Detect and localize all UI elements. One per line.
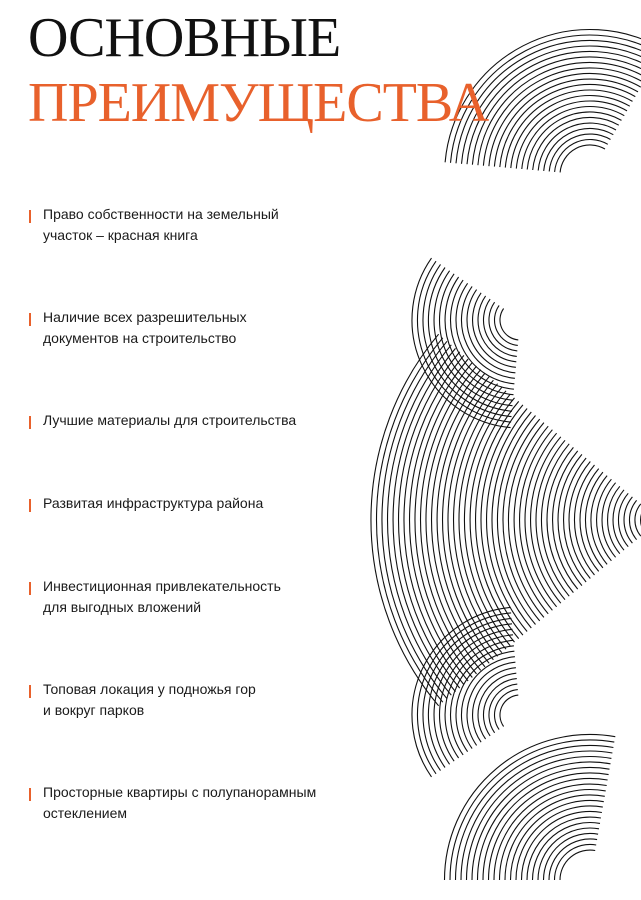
- benefit-text: [43, 410, 296, 431]
- ornament-arc: [618, 493, 628, 546]
- ornament-arc: [467, 290, 515, 373]
- ornament-arc: [451, 280, 514, 389]
- ornament-arc: [428, 624, 512, 768]
- ornament-arc: [574, 465, 594, 575]
- ornament-arc: [585, 472, 602, 568]
- ornament-arc: [483, 679, 516, 736]
- ornament-arc: [489, 302, 517, 351]
- ornament-arc: [555, 139, 608, 171]
- ornament-arc: [432, 373, 485, 667]
- ornament-arc: [602, 483, 616, 558]
- benefit-text: [43, 493, 263, 514]
- ornament-arc: [461, 657, 514, 749]
- ornament-arc: [558, 454, 582, 585]
- ornament-arc: [476, 401, 519, 638]
- ornament-arc: [553, 451, 578, 589]
- ornament-arc: [533, 117, 619, 170]
- ornament-arc: [448, 384, 498, 657]
- ornament-arc: [434, 629, 512, 764]
- ornament-arc: [494, 79, 638, 167]
- benefit-line: Инвестиционная привлекательность: [43, 578, 281, 594]
- ornament-arc: [608, 486, 620, 553]
- benefit-item: [29, 207, 369, 246]
- ornament-arc: [445, 734, 616, 880]
- ornament-arc: [516, 806, 603, 880]
- ornament-arc: [494, 784, 607, 880]
- ornament-arc: [629, 500, 636, 539]
- benefit-line: Просторные квартиры с полупанорамным: [43, 784, 317, 800]
- ornament-arc: [417, 261, 511, 422]
- ornament-arc: [472, 57, 641, 165]
- ornament-arc: [560, 145, 605, 172]
- ornament-arc: [591, 476, 607, 565]
- ornament-arc: [511, 96, 630, 169]
- ornament-arc: [412, 258, 511, 428]
- ornament-arc: [423, 264, 511, 416]
- ornament-arc: [541, 444, 569, 596]
- ornament-arc: [483, 773, 609, 880]
- ornament-arc: [531, 437, 561, 603]
- ornament-arc: [388, 345, 452, 695]
- ornament-arc: [489, 684, 517, 733]
- ornament-arc: [461, 286, 514, 378]
- ornament-arc: [500, 695, 518, 726]
- ornament-arc: [492, 412, 531, 628]
- benefit-line: остеклением: [43, 805, 128, 821]
- benefit-item: [29, 310, 369, 349]
- accent-bar-icon: [29, 788, 31, 801]
- ornament-arc: [410, 359, 469, 681]
- ornament-arc: [527, 112, 621, 170]
- benefit-line: участок – красная книга: [43, 227, 198, 243]
- ornament-arc: [500, 84, 636, 167]
- ornament-arc: [525, 433, 557, 607]
- ornament-arc: [478, 673, 516, 739]
- accent-bar-icon: [29, 499, 31, 512]
- ornament-arc: [495, 690, 518, 730]
- ornament-arc: [412, 607, 511, 777]
- ornament-arc: [516, 101, 627, 169]
- ornament-arc: [478, 62, 641, 165]
- benefit-item: [29, 579, 369, 618]
- ornament-arc: [624, 497, 632, 543]
- ornament-arc: [473, 668, 516, 743]
- ornament-arc: [478, 767, 610, 880]
- ornament-arc: [455, 745, 613, 880]
- benefit-item: [29, 785, 369, 824]
- ornament-arc: [437, 377, 489, 664]
- benefit-text: [43, 576, 281, 618]
- ornament-arc: [549, 839, 597, 880]
- ornament-arc: [533, 823, 601, 880]
- benefit-line: Развитая инфраструктура района: [43, 495, 264, 511]
- ornament-arc: [489, 73, 641, 166]
- benefit-item: [29, 682, 369, 721]
- accent-bar-icon: [29, 313, 31, 326]
- ornament-arc: [538, 123, 616, 170]
- ornament-arc: [443, 380, 494, 660]
- accent-bar-icon: [29, 210, 31, 223]
- benefit-line: и вокруг парков: [43, 702, 145, 718]
- ornament-arc: [597, 479, 612, 561]
- ornament-arc: [547, 447, 573, 592]
- ornament-arc: [426, 370, 481, 671]
- ornament-arc: [467, 51, 641, 164]
- ornament-arc: [564, 458, 587, 582]
- benefit-text: [43, 679, 256, 721]
- ornament-arc: [483, 68, 641, 166]
- ornament-arc: [522, 107, 625, 169]
- accent-bar-icon: [29, 582, 31, 595]
- ornament-arc: [404, 355, 464, 684]
- ornament-arc: [467, 662, 515, 745]
- ornament-arc: [569, 462, 590, 579]
- ornament-arc: [514, 426, 548, 614]
- ornament-arc: [505, 90, 632, 168]
- ornament-arc: [393, 348, 455, 691]
- ornament-arc: [478, 296, 516, 362]
- ornament-arc: [554, 844, 596, 880]
- ornament-arc: [450, 740, 614, 880]
- ornament-arc: [505, 795, 605, 880]
- ornament-arc: [445, 640, 513, 758]
- ornament-arc: [428, 268, 512, 412]
- ornament-arc: [503, 419, 540, 621]
- ornament-arc: [421, 366, 477, 674]
- page-title-line-2: ПРЕИМУЩЕСТВА: [28, 72, 489, 134]
- ornament-arc: [495, 305, 518, 345]
- ornament-arc: [440, 635, 513, 761]
- accent-bar-icon: [29, 416, 31, 429]
- ornament-arc: [467, 757, 612, 880]
- ornament-arc: [483, 299, 516, 356]
- ornament-arc: [461, 751, 612, 880]
- accent-bar-icon: [29, 685, 31, 698]
- ornament-arc: [382, 341, 447, 698]
- ornament-arc: [434, 271, 512, 406]
- ornament-arc: [500, 309, 518, 340]
- benefit-item: [29, 413, 369, 431]
- ornament-arc: [635, 504, 641, 536]
- ornament-arc: [527, 817, 601, 880]
- ornament-arc: [580, 469, 599, 572]
- benefit-line: Право собственности на земельный: [43, 206, 279, 222]
- ornament-arc: [544, 833, 599, 880]
- ornament-arc: [500, 790, 606, 880]
- ornament-arc: [481, 405, 523, 635]
- ornament-arc: [423, 618, 511, 770]
- ornament-arc: [549, 134, 610, 171]
- ornament-arc: [464, 394, 510, 645]
- ornament-arc: [415, 363, 472, 678]
- ornament-arc: [508, 423, 543, 618]
- ornament-arc: [462, 46, 641, 164]
- ornament-arc: [417, 613, 511, 774]
- benefit-line: Наличие всех разрешительных: [43, 309, 247, 325]
- ornament-arc: [544, 128, 614, 170]
- ornament-arc: [536, 440, 565, 599]
- benefit-item: [29, 496, 369, 514]
- ornament-arc: [454, 387, 502, 652]
- ornament-arc: [511, 800, 604, 880]
- benefit-line: документов на строительство: [43, 330, 237, 346]
- ornament-arc: [440, 274, 513, 400]
- benefit-text: [43, 307, 247, 349]
- ornament-arc: [456, 651, 514, 752]
- page-title-line-1: ОСНОВНЫЕ: [28, 7, 341, 69]
- benefit-text: [43, 782, 316, 824]
- ornament-arc: [472, 762, 611, 880]
- ornament-arc: [487, 409, 528, 632]
- ornament-arc: [538, 828, 599, 880]
- ornament-arc: [451, 646, 514, 755]
- ornament-arc: [399, 352, 460, 688]
- ornament-arc: [371, 334, 439, 706]
- ornament-arc: [459, 391, 506, 649]
- ornament-arc: [376, 338, 442, 702]
- ornament-arc: [488, 778, 607, 880]
- benefit-line: для выгодных вложений: [43, 599, 202, 615]
- benefit-text: [43, 204, 279, 246]
- ornament-arc: [445, 277, 513, 395]
- ornament-arc: [522, 811, 602, 880]
- ornament-arc: [456, 283, 514, 384]
- ornament-arc: [613, 490, 624, 550]
- benefit-line: Топовая локация у подножья гор: [43, 681, 256, 697]
- ornament-arc: [470, 398, 514, 642]
- benefit-line: Лучшие материалы для строительства: [43, 412, 297, 428]
- ornament-arc: [560, 850, 595, 880]
- ornament-arc: [497, 416, 535, 625]
- ornament-arc: [520, 430, 553, 611]
- ornament-arc: [473, 293, 516, 368]
